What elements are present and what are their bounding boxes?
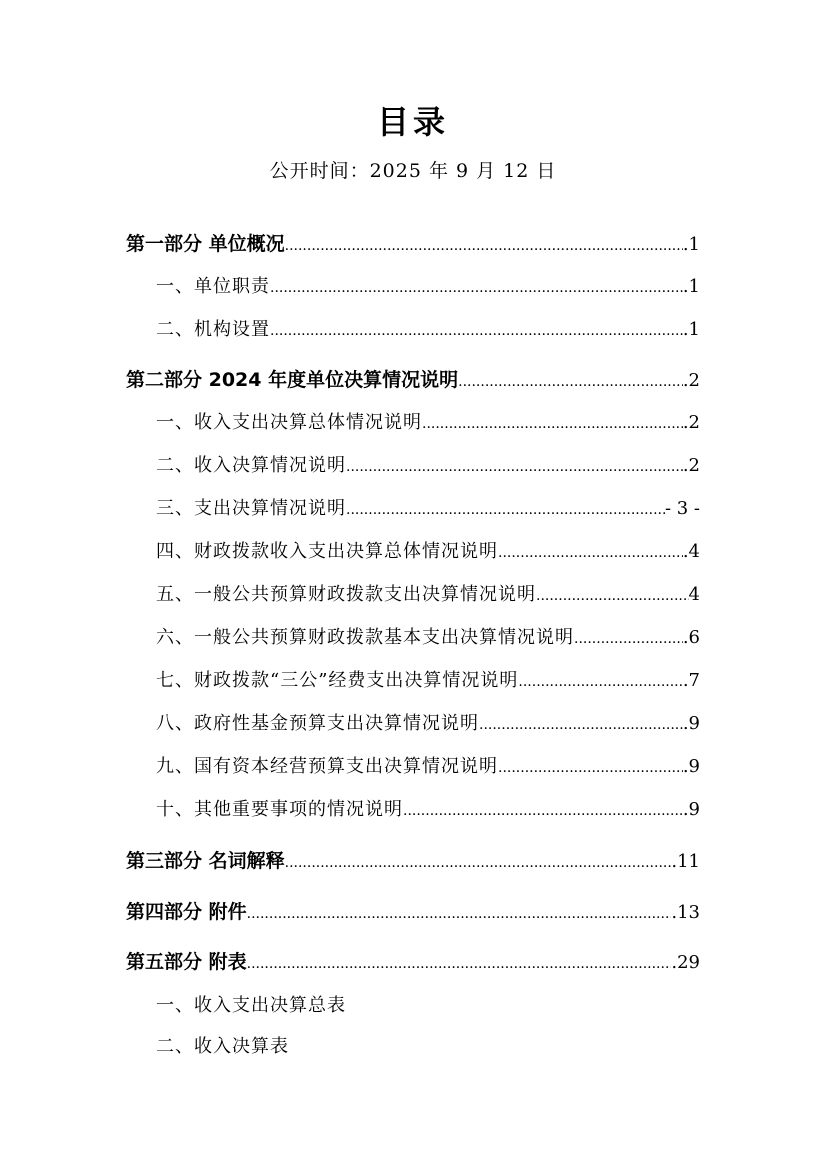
dot-leader <box>247 898 672 930</box>
toc-entry-part-1[interactable] <box>126 228 700 260</box>
toc-entry-label: 一、收入支出决算总表 <box>156 995 346 1016</box>
toc-entry-1-1[interactable] <box>156 271 700 303</box>
toc-page-number: 4 <box>688 584 700 605</box>
toc-page-number: .1 <box>682 319 700 340</box>
dot-leader <box>403 795 683 827</box>
toc-page-number: .2 <box>682 455 700 476</box>
toc-entry-2-8[interactable] <box>156 708 700 740</box>
toc-entry-2-2[interactable] <box>156 450 700 482</box>
toc-entry-5-2 <box>156 1031 700 1063</box>
toc-page-number: .7 <box>682 670 700 691</box>
toc-entry-label: 二、机构设置 <box>156 319 270 340</box>
dot-leader <box>422 408 683 440</box>
toc-entry-label: 一、收入支出决算总体情况说明 <box>156 412 422 433</box>
toc-page-number: .13 <box>671 902 700 923</box>
toc-page-number: .11 <box>671 851 700 872</box>
toc-page-number: .29 <box>671 952 700 973</box>
toc-entry-label: 第一部分 单位概况 <box>126 233 285 255</box>
toc-page-number: .1 <box>682 276 700 297</box>
dot-leader <box>247 948 672 980</box>
toc-entry-part-2[interactable] <box>126 364 700 396</box>
toc-entry-2-6[interactable] <box>156 622 700 654</box>
toc-entry-label: 十、其他重要事项的情况说明 <box>156 799 403 820</box>
toc-entry-label: 六、一般公共预算财政拨款基本支出决算情况说明 <box>156 627 574 648</box>
toc-page-number: .9 <box>682 756 700 777</box>
dot-leader <box>346 451 683 483</box>
dot-leader <box>536 580 689 612</box>
toc-entry-2-3[interactable] <box>156 493 700 525</box>
toc-entry-2-4[interactable] <box>156 536 700 568</box>
toc-entry-label: 第五部分 附表 <box>126 951 247 973</box>
dot-leader <box>270 315 683 347</box>
dot-leader <box>518 666 682 698</box>
dot-leader <box>498 752 683 784</box>
toc-entry-label: 二、收入决算情况说明 <box>156 455 346 476</box>
dot-leader <box>574 623 683 655</box>
toc-entry-2-5[interactable] <box>156 579 700 611</box>
toc-entry-2-10[interactable] <box>156 794 700 826</box>
toc-entry-2-7[interactable] <box>156 665 700 697</box>
dot-leader <box>346 494 665 526</box>
toc-entry-label: 四、财政拨款收入支出决算总体情况说明 <box>156 541 498 562</box>
toc-entry-label: 第四部分 附件 <box>126 901 247 923</box>
toc-entry-label: 八、政府性基金预算支出决算情况说明 <box>156 713 479 734</box>
toc-page-number: .4 <box>682 541 700 562</box>
toc-entry-label: 三、支出决算情况说明 <box>156 498 346 519</box>
toc-entry-label: 第三部分 名词解释 <box>126 850 285 872</box>
dot-leader <box>285 230 683 262</box>
toc-entry-2-1[interactable] <box>156 407 700 439</box>
toc-page-number: .9 <box>682 799 700 820</box>
dot-leader <box>285 847 672 879</box>
toc-entry-label: 九、国有资本经营预算支出决算情况说明 <box>156 756 498 777</box>
toc-entry-part-4[interactable] <box>126 896 700 928</box>
toc-entry-label: 二、收入决算表 <box>156 1036 289 1057</box>
toc-entry-part-5[interactable] <box>126 946 700 978</box>
publish-date: 公开时间：2025 年 9 月 12 日 <box>269 160 557 182</box>
dot-leader <box>498 537 683 569</box>
toc-entry-part-3[interactable] <box>126 845 700 877</box>
dot-leader <box>479 709 683 741</box>
toc-page-number: .2 <box>682 370 700 391</box>
toc-entry-label: 一、单位职责 <box>156 276 270 297</box>
toc-entry-2-9[interactable] <box>156 751 700 783</box>
toc-page-number: - 3 - <box>664 498 700 519</box>
toc-page-number: .1 <box>682 234 700 255</box>
toc-page-number: .6 <box>682 627 700 648</box>
toc-page-number: .2 <box>682 412 700 433</box>
toc-entry-1-2[interactable] <box>156 314 700 346</box>
toc-page-number: .9 <box>682 713 700 734</box>
toc-title: 目录 <box>376 103 449 141</box>
toc-entry-label: 第二部分 2024 年度单位决算情况说明 <box>126 369 459 391</box>
dot-leader <box>270 272 683 304</box>
toc-entry-label: 五、一般公共预算财政拨款支出决算情况说明 <box>156 584 536 605</box>
toc-entry-label: 七、财政拨款“三公”经费支出决算情况说明 <box>156 670 519 691</box>
toc-entry-5-1 <box>156 990 700 1022</box>
dot-leader <box>458 366 683 398</box>
